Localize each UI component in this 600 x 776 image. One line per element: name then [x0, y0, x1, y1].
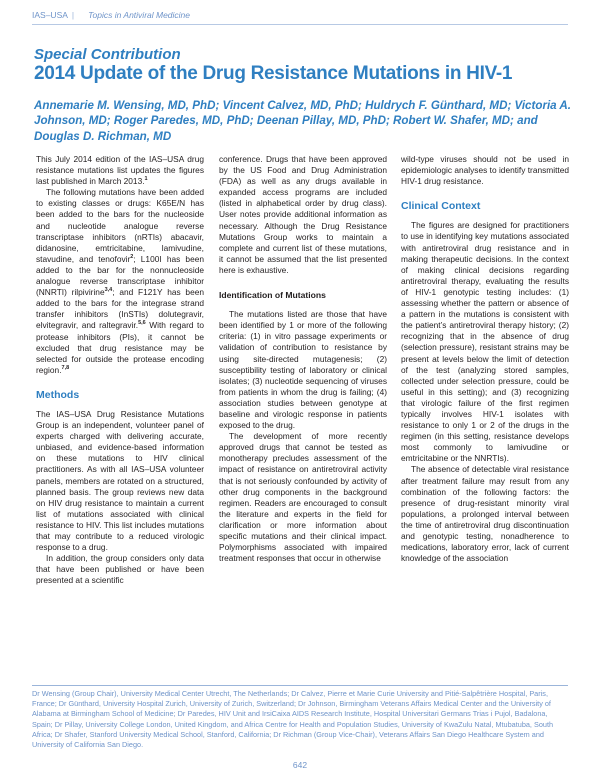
clinical-context-paragraph-1: The figures are designed for practitioners to use in identifying key mutations associated with antiretroviral drug resistance and in making therapeutic decisions. In the context of making clinical decisions regarding antiretroviral therapy, evaluating the results of HIV-1 genotypic testing includes: (1) assessing whether the pattern or absence of a pattern in the mutations is consistent with the patient’s antiretroviral therapy history; (2) recognizing that in the absence of drug (selection pressure), resistant strains may be present at levels below the limit of detection of the test (analyzing stored samples, collected under selection pressure, could be useful in this setting); and (3) recognizing that virologic failure of the first regimen typically involves HIV-1 isolates with resistance to only 1 or 2 of the drugs in the regimen (in this setting, resistance develops most commonly to lamivudine or emtricitabine or the NNRTIs).	[401, 220, 569, 464]
column-3	[401, 154, 569, 564]
mutations-added-paragraph	[36, 187, 204, 376]
ref-sup: 3,4	[104, 287, 113, 294]
header-separator: |	[71, 10, 75, 20]
header-org: IAS–USA	[32, 10, 68, 20]
page-number: 642	[292, 760, 308, 770]
identification-heading: Identification of Mutations	[219, 290, 326, 301]
ref-sup: 2	[130, 254, 134, 261]
drugs-paragraph: conference. Drugs that have been approved by the US Food and Drug Administration (FDA) as well as any drugs available in expanded access programs are included (listed in alphabetical order by drug class). User notes provide additional information as necessary. Although the Drug Resistance Mutations Group works to maintain a complete and current list of these mutations, it cannot be assumed that the list presented here is exhaustive.	[219, 154, 387, 275]
ref-sup: 5,6	[138, 320, 146, 327]
column-1	[36, 154, 204, 586]
ref-sup: 1	[144, 176, 148, 183]
methods-paragraph-2: In addition, the group considers only data that have been published or have been presented at a scientific	[36, 553, 204, 586]
text-span: ; and F121Y has been added to the bars for the integrase strand transfer inhibitors (InSTIs) dolutegravir, elvitegravir, and raltegravir.	[36, 287, 204, 331]
header-rule	[32, 24, 568, 25]
intro-paragraph	[36, 154, 204, 187]
column-2	[219, 154, 387, 564]
clinical-context-paragraph-2: The absence of detectable viral resistance after treatment failure may result from any combination of the following factors: the presence of drug-resistant minority viral populations, a prolonged interval between the time of antiretroviral drug discontinuation and genotypic testing, nonadherence to medications, laboratory error, lack of current knowledge of the association	[401, 464, 569, 564]
methods-heading: Methods	[36, 388, 80, 401]
wild-type-paragraph: wild-type viruses should not be used in epidemiologic analyses to identify transmitted HIV-1 drug resistance.	[401, 154, 569, 187]
intro-text: This July 2014 edition of the IAS–USA drug resistance mutations list updates the figures last published in March 2013.	[36, 154, 204, 187]
article-kicker: Special Contribution	[34, 46, 181, 63]
text-span: With regard to protease inhibitors (PIs), it cannot be excluded that drug resistance may be selected for outside the protease encoding region.	[36, 320, 204, 375]
footnote-rule	[32, 685, 568, 686]
article-authors: Annemarie M. Wensing, MD, PhD; Vincent Calvez, MD, PhD; Huldrych F. Günthard, MD; Victoria A. Johnson, MD; Roger Paredes, MD, PhD; Deenan Pillay, MD, PhD; Robert W. Shafer, MD; and Douglas D. Richman, MD	[34, 99, 572, 143]
identification-paragraph-1: The mutations listed are those that have been identified by 1 or more of the following criteria: (1) in vitro passage experiments or validation of contribution to resistance by using site-directed mutagenesis; (2) susceptibility testing of laboratory or clinical isolates; (3) nucleotide sequencing of viruses from patients in whom the drug is failing; (4) association studies between genotype at baseline and virologic response in patients exposed to the drug.	[219, 309, 387, 431]
running-header	[32, 10, 190, 20]
header-journal: Topics in Antiviral Medicine	[88, 10, 191, 20]
article-title: 2014 Update of the Drug Resistance Mutations in HIV-1	[34, 63, 513, 84]
text-span: The following mutations have been added to existing classes or drugs: K65E/N has been added to the bars for the nucleoside and nucleotide analogue reverse transcriptase inhibitors (nRTIs) abacavir, didanosine, emtricitabine, lamivudine, stavudine, and tenofovir	[36, 187, 204, 264]
identification-paragraph-2: The development of more recently approved drugs that cannot be tested as monotherapy precludes assessment of the impact of resistance on antiretroviral activity that is not seriously confounded by activity of other drug components in the background regimen. Readers are encouraged to consult the literature and experts in the field for clarification or more information about specific mutations and their clinical impact. Polymorphisms associated with impaired treatment responses that occur in otherwise	[219, 431, 387, 564]
methods-paragraph-1: The IAS–USA Drug Resistance Mutations Group is an independent, volunteer panel of experts charged with delivering accurate, unbiased, and evidence-based information on these mutations to HIV clinical practitioners. As with all IAS–USA volunteer panels, members are rotated on a structured, planned basis. The group reviews new data on HIV drug resistance to maintain a current list of mutations associated with clinical resistance to HIV. This list includes mutations that may contribute to a reduced virologic response to a drug.	[36, 408, 204, 553]
clinical-context-heading: Clinical Context	[401, 200, 481, 213]
ref-sup: 7,8	[61, 365, 70, 371]
text-span: ; L100I has been added to the bar for the nonnucleoside analogue reverse transcriptase inhibitor (NNRTI) rilpivirine	[36, 253, 204, 298]
affiliations-footnote: Dr Wensing (Group Chair), University Medical Center Utrecht, The Netherlands; Dr Calvez, Pierre et Marie Curie University and Pitié-Salpêtrière Hospital, Paris, France; Dr Günthard, University Hospital Zurich, University of Zurich, Switzerland; Dr Johnson, Birmingham Veterans Affairs Medical Center and the University of Alabama at Birmingham School of Medicine; Dr Paredes, HIV Unit and IrsiCaixa AIDS Research Institute, Hospital Universitari Germans Trias i Pujol, Badalona, Spain; Dr Pillay, University College London, United Kingdom, and Africa Centre for Health and Population Studies, University of KwaZulu Natal, Mtubatuba, South Africa; Dr Shafer, Stanford University Medical School, Stanford, California; Dr Richman (Group Vice-Chair), Veterans Affairs San Diego Healthcare System and University of California San Diego.	[32, 689, 554, 750]
